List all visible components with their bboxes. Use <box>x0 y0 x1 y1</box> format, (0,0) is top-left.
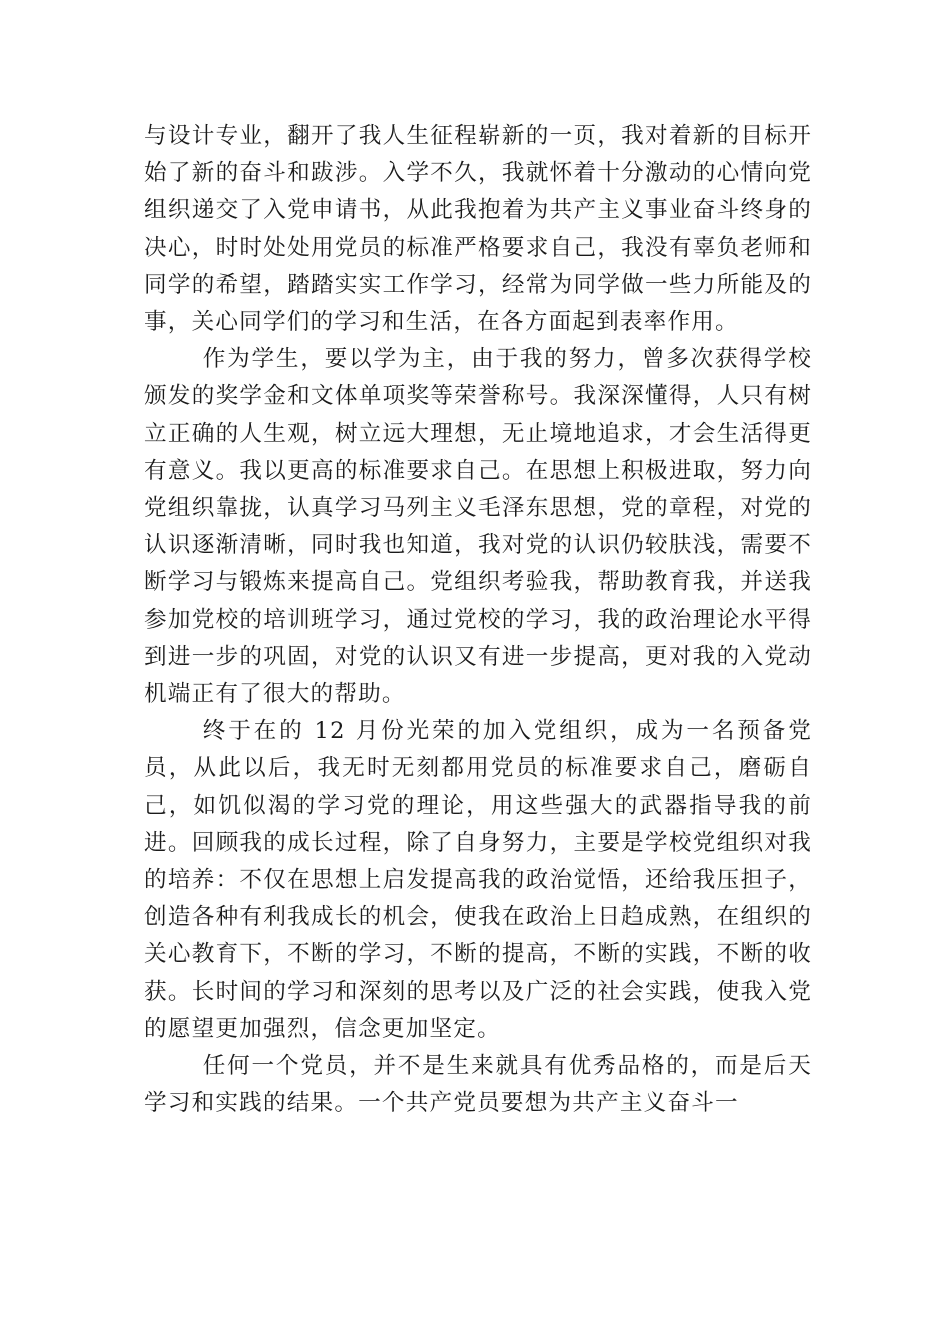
paragraph-2: 作为学生，要以学为主，由于我的努力，曾多次获得学校颁发的奖学金和文体单项奖等荣誉称号。我深深懂得，人只有树立正确的人生观，树立远大理想，无止境地追求，才会生活得更有意义。我以更高的标准要求自己。在思想上积极进取，努力向党组织靠拢，认真学习马列主义毛泽东思想，党的章程，对党的认识逐渐清晰，同时我也知道，我对党的认识仍较肤浅，需要不断学习与锻炼来提高自己。党组织考验我，帮助教育我，并送我参加党校的培训班学习，通过党校的学习，我的政治理论水平得到进一步的巩固，对党的认识又有进一步提高，更对我的入党动机端正有了很大的帮助。 <box>144 346 812 708</box>
paragraph-3: 终于在的 12 月份光荣的加入党组织，成为一名预备党员，从此以后，我无时无刻都用党员的标准要求自己，磨砺自己，如饥似渴的学习党的理论，用这些强大的武器指导我的前进。回顾我的成长过程，除了自身努力，主要是学校党组织对我的培养：不仅在思想上启发提高我的政治觉悟，还给我压担子，创造各种有利我成长的机会，使我在政治上日趋成熟，在组织的关心教育下，不断的学习，不断的提高，不断的实践，不断的收获。长时间的学习和深刻的思考以及广泛的社会实践，使我入党的愿望更加强烈，信念更加坚定。 <box>144 718 812 1042</box>
paragraph-4: 任何一个党员，并不是生来就具有优秀品格的，而是后天学习和实践的结果。一个共产党员要想为共产主义奋斗一 <box>144 1053 812 1117</box>
paragraph-1: 与设计专业，翻开了我人生征程崭新的一页，我对着新的目标开始了新的奋斗和跋涉。入学不久，我就怀着十分激动的心情向党组织递交了入党申请书，从此我抱着为共产主义事业奋斗终身的决心，时时处处用党员的标准严格要求自己，我没有辜负老师和同学的希望，踏踏实实工作学习，经常为同学做一些力所能及的事，关心同学们的学习和生活，在各方面起到表率作用。 <box>144 123 812 336</box>
document-body <box>144 118 812 1122</box>
